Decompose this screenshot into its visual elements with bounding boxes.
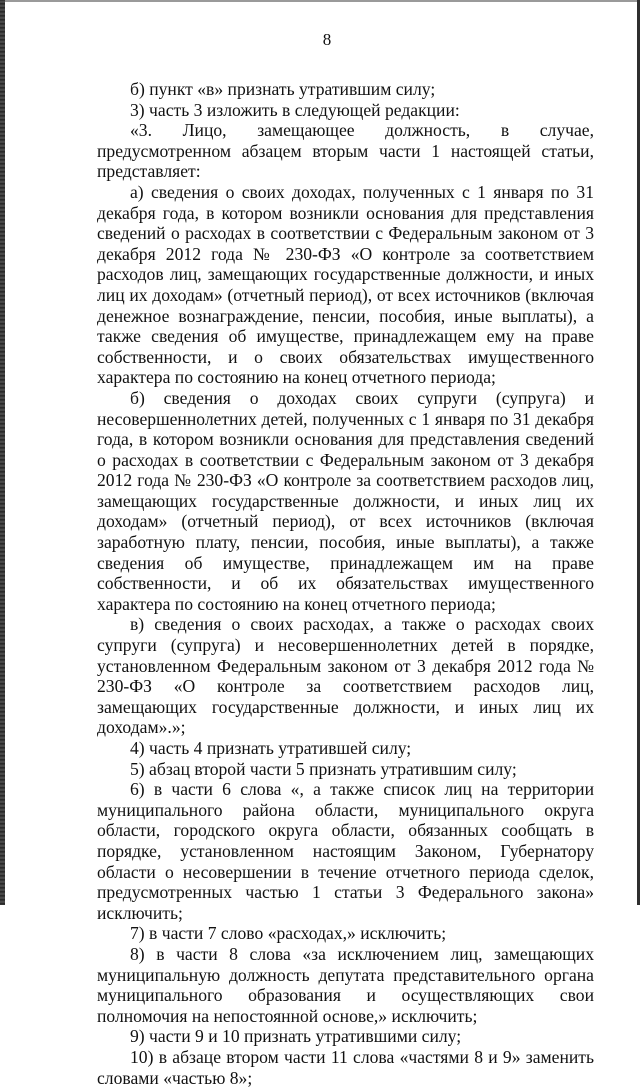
paragraph-8: 8) в части 8 слова «за исключением лиц, замещающих муниципальную должность депутата представительного органа муниципального образования и осуществляющих свои полномочия на непостоянной основе,» исключить; — [97, 943, 594, 1026]
paragraph-9: 9) части 9 и 10 признать утратившими силу; — [130, 1026, 462, 1047]
paragraph-b-item-v: б) пункт «в» признать утратившим силу; — [130, 79, 436, 99]
paragraph-v: в) сведения о своих расходах, а также о расходах своих супруги (супруга) и несовершеннолетних детей в порядке, установленном Федеральным законом от 3 декабря 2012 года № 230-ФЗ «О контроле за соответствием расходов лиц, замещающих государственные должности, и иных лиц их доходам».»; — [97, 614, 594, 738]
page-number: 8 — [322, 30, 332, 49]
document-body — [97, 79, 594, 1088]
paragraph-3-part3: 3) часть 3 изложить в следующей редакции: — [130, 99, 460, 120]
paragraph-5: 5) абзац второй части 5 признать утратившим силу; — [130, 758, 517, 779]
paragraph-quote-3: «3. Лицо, замещающее должность, в случае, предусмотренном абзацем вторым части 1 настоящей статьи, представляет: — [97, 120, 594, 182]
paragraph-a: а) сведения о своих доходах, полученных с 1 января по 31 декабря года, в котором возникли основания для представления сведений о расходах в соответствии с Федеральным законом от 3 декабря 2012 года № 230-ФЗ «О контроле за соответствием расходов лиц, замещающих государственные должности, и иных лиц их доходам» (отчетный период), от всех источников (включая денежное вознаграждение, пенсии, пособия, иные выплаты), а также сведения об имуществе, принадлежащем ему на праве собственности, и о своих обязательствах имущественного характера по состоянию на конец отчетного периода; — [97, 181, 594, 388]
paragraph-7: 7) в части 7 слово «расходах,» исключить; — [130, 923, 447, 944]
scan-border-top — [0, 0, 640, 2]
paragraph-4: 4) часть 4 признать утратившей силу; — [130, 738, 412, 758]
paragraph-6: 6) в части 6 слова «, а также список лиц на территории муниципального района области, муниципального округа области, городского округа области, обязанных сообщать в порядке, установленном настоящим Законом, Губернатору области о несовершении в течение отчетного периода сделок, предусмотренных частью 1 статьи 3 Федерального закона» исключить; — [97, 779, 594, 923]
scan-border-left — [0, 0, 5, 905]
paragraph-b: б) сведения о доходах своих супруги (супруга) и несовершеннолетних детей, полученных с 1 января по 31 декабря года, в котором возникли основания для представления сведений о расходах в соответствии с Федеральным законом от 3 декабря 2012 года № 230-ФЗ «О контроле за соответствием расходов лиц, замещающих государственные должности, и иных лиц их доходам» (отчетный период), от всех источников (включая заработную плату, пенсии, пособия, иные выплаты), а также сведения об имуществе, принадлежащем им на праве собственности, и об их обязательствах имущественного характера по состоянию на конец отчетного периода; — [97, 387, 594, 614]
paragraph-10: 10) в абзаце втором части 11 слова «частями 8 и 9» заменить словами «частью 8»; — [97, 1046, 594, 1088]
